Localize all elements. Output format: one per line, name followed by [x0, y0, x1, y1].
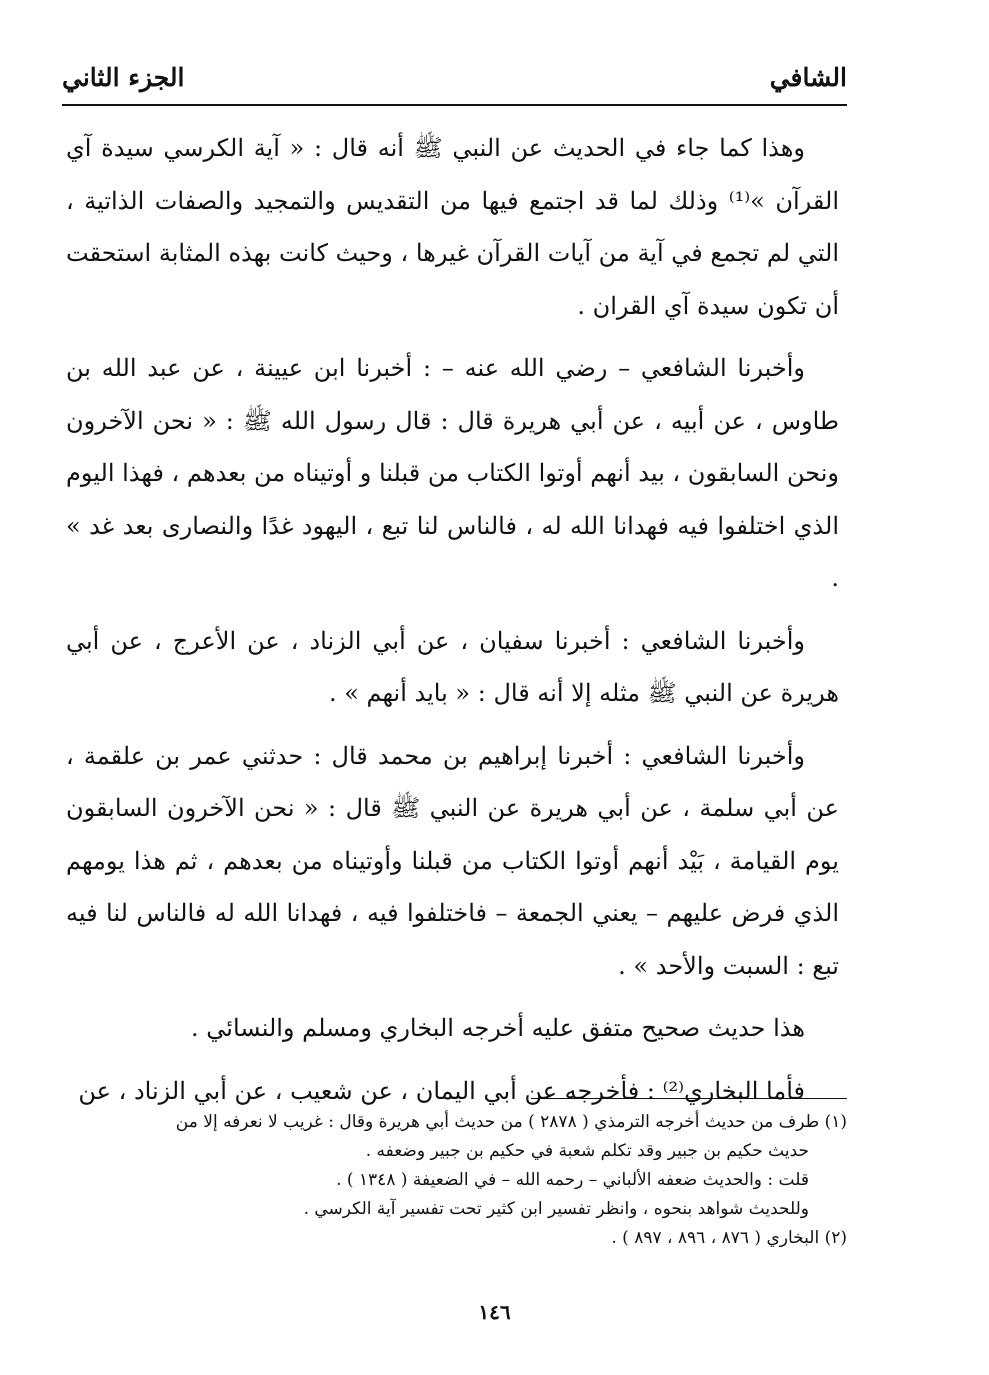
paragraph-6: فأما البخاري⁽²⁾ : فأخرجه عن أبي اليمان ، عن شعيب ، عن أبي الزناد ، عن — [78, 1076, 805, 1105]
paragraph-5: هذا حديث صحيح متفق عليه أخرجه البخاري ومسلم والنسائي . — [191, 1014, 805, 1042]
footnote-2: (٢) البخاري ( ٨٧٦ ، ٨٩٦ ، ٨٩٧ ) . — [611, 1228, 847, 1248]
page-number: ١٤٦ — [478, 1300, 511, 1324]
footnote-1-reference: وللحديث شواهد بنحوه ، وانظر تفسير ابن كثير تحت تفسير آية الكرسي . — [303, 1199, 809, 1219]
header-book-title: الشافي — [769, 62, 847, 92]
paragraph-1: وهذا كما جاء في الحديث عن النبي ﷺ أنه قال : « آية الكرسي سيدة آي القرآن »⁽¹⁾ وذلك لما قد اجتمع فيها من التقديس والتمجيد والصفات الذاتية ، التي لم تجمع في آية من آيات القرآن غيرها ، وحيث كانت بهذه المثابة استحقت أن تكون سيدة آي القران . — [66, 134, 839, 320]
header-volume-title: الجزء الثاني — [62, 62, 185, 92]
paragraph-4: وأخبرنا الشافعي : أخبرنا إبراهيم بن محمد قال : حدثني عمر بن علقمة ، عن أبي سلمة ، عن أبي هريرة عن النبي ﷺ قال : « نحن الآخرون السابقون يوم القيامة ، بَيْد أنهم أوتوا الكتاب من قبلنا وأوتيناه من بعدهم ، ثم هذا يومهم الذي فرض عليهم – يعني الجمعة – فاختلفوا فيه ، فهدانا الله له فالناس لنا فيه تبع : السبت والأحد » . — [66, 741, 839, 980]
footnote-1-comment: قلت : والحديث ضعفه الألباني – رحمه الله – في الضعيفة ( ١٣٤٨ ) . — [336, 1170, 809, 1190]
paragraph-3: وأخبرنا الشافعي : أخبرنا سفيان ، عن أبي الزناد ، عن الأعرج ، عن أبي هريرة عن النبي ﷺ مثله إلا أنه قال : « بايد أنهم » . — [66, 626, 839, 707]
footnotes — [66, 1108, 847, 1253]
footnote-divider — [531, 1098, 847, 1099]
main-text — [66, 122, 839, 1127]
running-header — [62, 52, 847, 102]
footnote-1-continuation: حديث حكيم بن جبير وقد تكلم شعبة في حكيم بن جبير وضعفه . — [365, 1141, 809, 1161]
header-divider — [62, 104, 847, 106]
footnote-1: (١) طرف من حديث أخرجه الترمذي ( ٢٨٧٨ ) من حديث أبي هريرة وقال : غريب لا نعرفه إلا من — [175, 1112, 847, 1132]
paragraph-2: وأخبرنا الشافعي – رضي الله عنه – : أخبرنا ابن عيينة ، عن عبد الله بن طاوس ، عن أبيه ، عن أبي هريرة قال : قال رسول الله ﷺ : « نحن الآخرون ونحن السابقون ، بيد أنهم أوتوا الكتاب من قبلنا و أوتيناه من بعدهم ، فهذا اليوم الذي اختلفوا فيه فهدانا الله له ، فالناس لنا تبع ، اليهود غدًا والنصارى بعد غد » . — [66, 354, 839, 592]
